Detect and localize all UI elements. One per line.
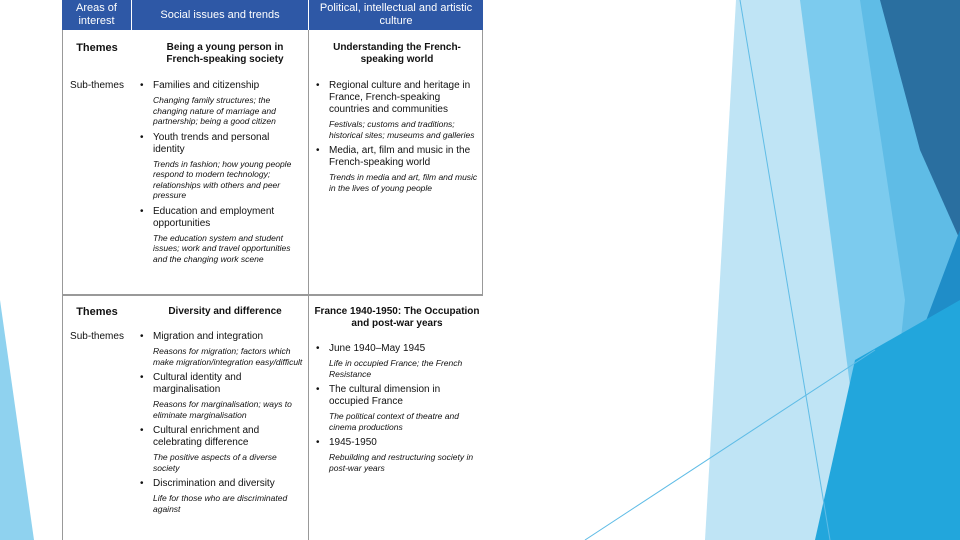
- list-item: • Cultural enrichment and celebrating difference The positive aspects of a diverse society: [140, 425, 277, 473]
- list-item: • Education and employment opportunities The education system and student issues; work and travel opportunities and the changing work scene: [140, 205, 291, 264]
- section1-themes-label: Themes: [76, 42, 118, 54]
- section1-right-subthemes: [314, 80, 480, 198]
- specification-table: [62, 0, 484, 540]
- header-social-issues: Social issues and trends: [132, 0, 309, 30]
- list-item: • Media, art, film and music in the French-speaking world Trends in media and art, film and music in the lives of young people: [316, 145, 478, 193]
- left-edge-shape: [0, 300, 34, 540]
- header-areas-of-interest: Areas of interest: [62, 0, 132, 30]
- list-item: • Families and citizenship Changing family structures; the changing nature of marriage and partnership; being a good citizen: [140, 80, 276, 126]
- section2-left-title: Diversity and difference: [168, 306, 282, 317]
- section2-right-subthemes: [314, 343, 480, 478]
- section2-left-subthemes: [138, 331, 304, 519]
- list-item: • Discrimination and diversity Life for those who are discriminated against: [140, 478, 288, 514]
- list-item: • Cultural identity and marginalisation Reasons for marginalisation; ways to eliminate marginalisation: [140, 372, 292, 420]
- section1-right-title: Understanding the French-speaking world: [333, 42, 461, 65]
- section1-left-subthemes: [138, 80, 298, 269]
- table-border-right: [482, 30, 483, 295]
- section1-subthemes-label: Sub-themes: [70, 80, 124, 91]
- section2-themes-label: Themes: [76, 306, 118, 318]
- table-header: [62, 0, 483, 30]
- section-divider: [62, 294, 483, 296]
- header-political-culture: Political, intellectual and artistic culture: [319, 2, 473, 27]
- section1-left-title: Being a young person in French-speaking society: [166, 42, 284, 65]
- list-item: • Youth trends and personal identity Trends in fashion; how young people respond to modern technology; relationships with others and peer pressure: [140, 131, 292, 200]
- list-item: • Migration and integration Reasons for migration; factors which make migration/integration easy/difficult: [140, 331, 303, 367]
- list-item: • June 1940–May 1945 Life in occupied France; the French Resistance: [316, 343, 463, 379]
- list-item: • 1945-1950 Rebuilding and restructuring society in post-war years: [316, 437, 474, 473]
- section2-subthemes-label: Sub-themes: [70, 331, 124, 342]
- table-divider-middle: [308, 30, 309, 540]
- table-border-left: [62, 30, 63, 540]
- list-item: • The cultural dimension in occupied France The political context of theatre and cinema productions: [316, 384, 459, 432]
- list-item: • Regional culture and heritage in France, French-speaking countries and communities Festivals; customs and traditions; historical sites; museums and galleries: [316, 80, 475, 140]
- section2-right-title: France 1940-1950: The Occupation and post-war years: [314, 306, 480, 329]
